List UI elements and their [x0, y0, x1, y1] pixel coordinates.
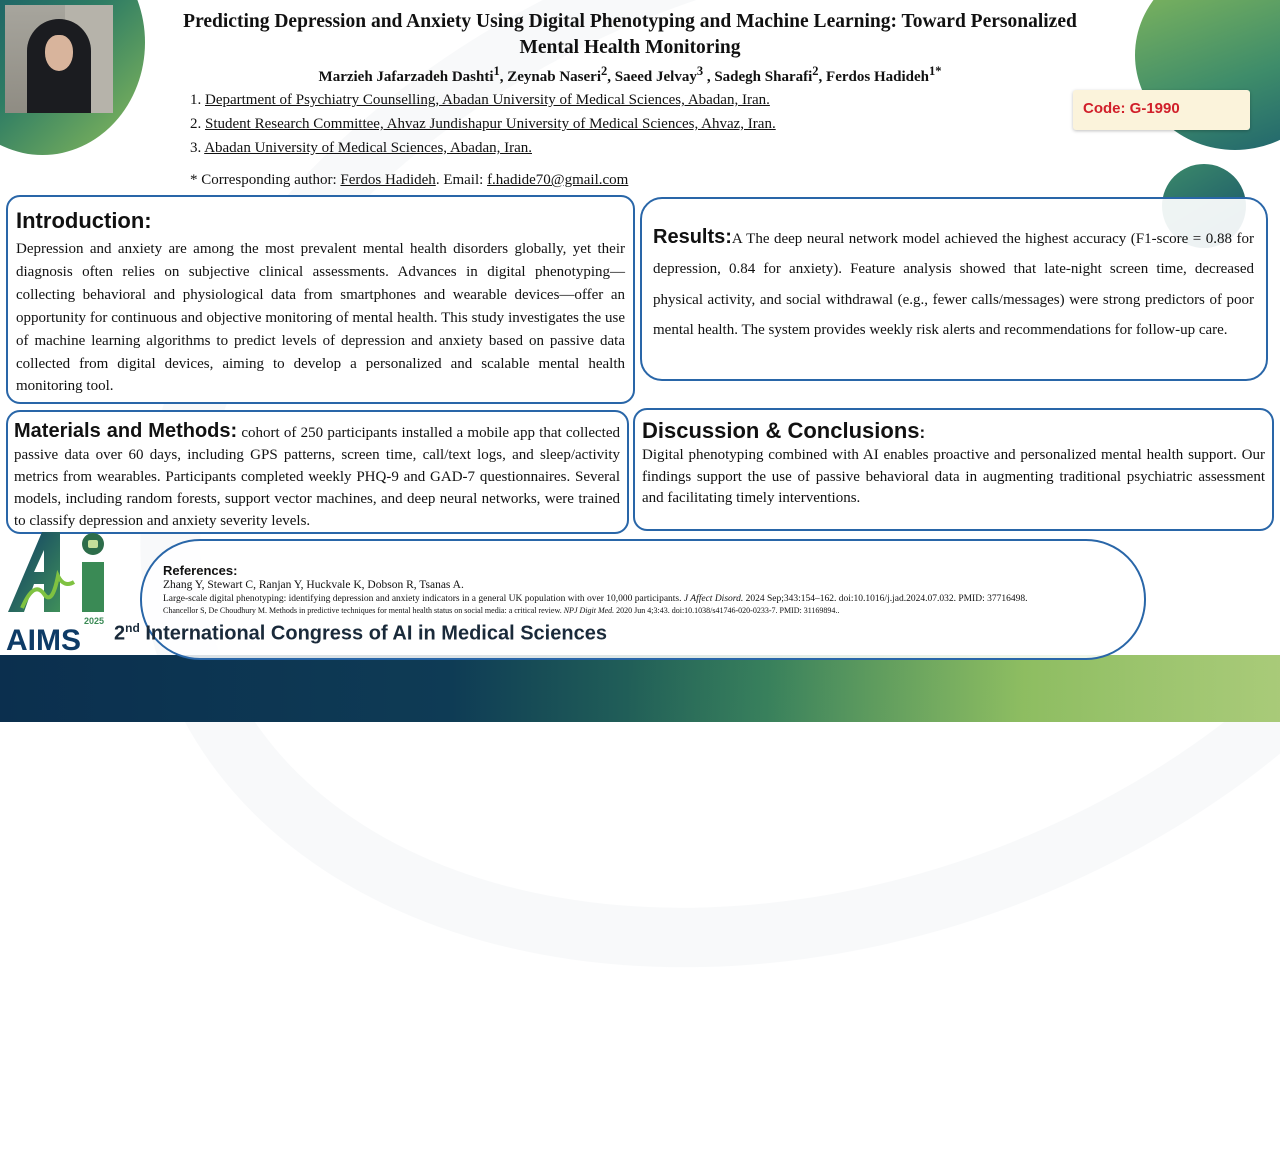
congress-name: 2nd International Congress of AI in Medical Sciences — [114, 621, 607, 645]
affiliation-list — [190, 88, 776, 160]
email-link[interactable]: f.hadide70@gmail.com — [487, 172, 629, 188]
aims-logo — [4, 528, 116, 654]
introduction-text: Depression and anxiety are among the most prevalent mental health disorders globally, yet their diagnosis often relies on subjective clinical assessments. Advances in digital phenotyping—collecting behavioral and physiological data from smartphones and wearable devices—offer an opportunity for continuous and objective monitoring of mental health. This study investigates the use of machine learning algorithms to predict levels of depression and anxiety based on passive data collected from digital devices, aiming to develop a personalized and scalable mental health monitoring tool. — [16, 241, 625, 395]
references-heading: References: — [163, 563, 238, 578]
author-list: Marzieh Jafarzadeh Dashti$^1$, Zeynab Naseri$^2$, Saeed Jelvay$^3$ , Sadegh Sharafi$^2$, Ferdos Hadideh$^{1*}$ — [318, 64, 942, 85]
reference-item: Chancellor S, De Choudhury M. Methods in predictive techniques for mental health status on social media: a critical review. NPJ Digit Med. 2020 Jun 4;3:43. doi:10.1038/s41746-020-0233-7. PMID: 31169894.. — [163, 606, 840, 615]
author-name: Marzieh Jafarzadeh Dashti — [318, 69, 494, 85]
reference-authors: Zhang Y, Stewart C, Ranjan Y, Huckvale K, Dobson R, Tsanas A. — [163, 579, 464, 591]
results-text: A The deep neural network model achieved the highest accuracy (F1-score = 0.88 for depression, 0.84 for anxiety). Feature analysis showed that late-night screen time, decreased physical activity, and social withdrawal (e.g., fewer calls/messages) were strong predictors of poor mental health. The system provides weekly risk alerts and recommendations for follow-up care. — [653, 231, 1254, 339]
footer-band-highlight — [630, 655, 1280, 722]
affiliation-item: 3. Abadan University of Medical Sciences, Abadan, Iran. — [190, 140, 532, 156]
corresponding-author-name: Ferdos Hadideh — [340, 172, 436, 188]
corresponding-author: * Corresponding author: Ferdos Hadideh. Email: f.hadide70@gmail.com — [190, 172, 629, 188]
affiliation-item: 2. Student Research Committee, Ahvaz Jundishapur University of Medical Sciences, Ahvaz, Iran. — [190, 116, 776, 132]
introduction-heading: Introduction: — [16, 208, 152, 233]
abstract-code-badge: Code: G-1990 — [1073, 90, 1250, 130]
svg-text:2025: 2025 — [84, 616, 105, 626]
methods-text: cohort of 250 participants installed a mobile app that collected passive data over 60 days, including GPS patterns, screen time, call/text logs, and sleep/activity metrics from wearables. Participants completed weekly PHQ-9 and GAD-7 questionnaires. Several models, including random forests, support vector machines, and deep neural networks, were trained to classify depression and anxiety severity levels. — [14, 425, 620, 529]
poster-title: Predicting Depression and Anxiety Using Digital Phenotyping and Machine Learning: Toward Personalized Mental Health Monitoring — [183, 11, 1077, 58]
results-heading: Results: — [653, 226, 732, 248]
reference-item: Large-scale digital phenotyping: identifying depression and anxiety indicators in a general UK population with over 10,000 participants. J Affect Disord. 2024 Sep;343:154–162. doi:10.1016/j.jad.2024.07.032. PMID: 37716498. — [163, 594, 1028, 604]
affiliation-item: 1. Department of Psychiatry Counselling, Abadan University of Medical Sciences, Abadan, Iran. — [190, 92, 770, 108]
methods-heading: Materials and Methods: — [14, 420, 238, 442]
author-name: Saeed Jelvay — [614, 69, 697, 85]
methods-text-block — [14, 420, 620, 532]
author-name: Ferdos Hadideh — [826, 69, 929, 85]
author-name: Sadegh Sharafi — [714, 69, 813, 85]
discussion-heading: Discussion & Conclusions: — [642, 418, 926, 443]
author-photo — [5, 5, 113, 113]
author-name: Zeynab Naseri — [507, 69, 601, 85]
svg-text:AIMS: AIMS — [6, 624, 81, 654]
results-text-block — [653, 222, 1254, 346]
discussion-text: Digital phenotyping combined with AI enables proactive and personalized mental health support. Our findings support the use of passive behavioral data in augmenting traditional psychiatric assessment and facilitating timely interventions. — [642, 447, 1265, 506]
